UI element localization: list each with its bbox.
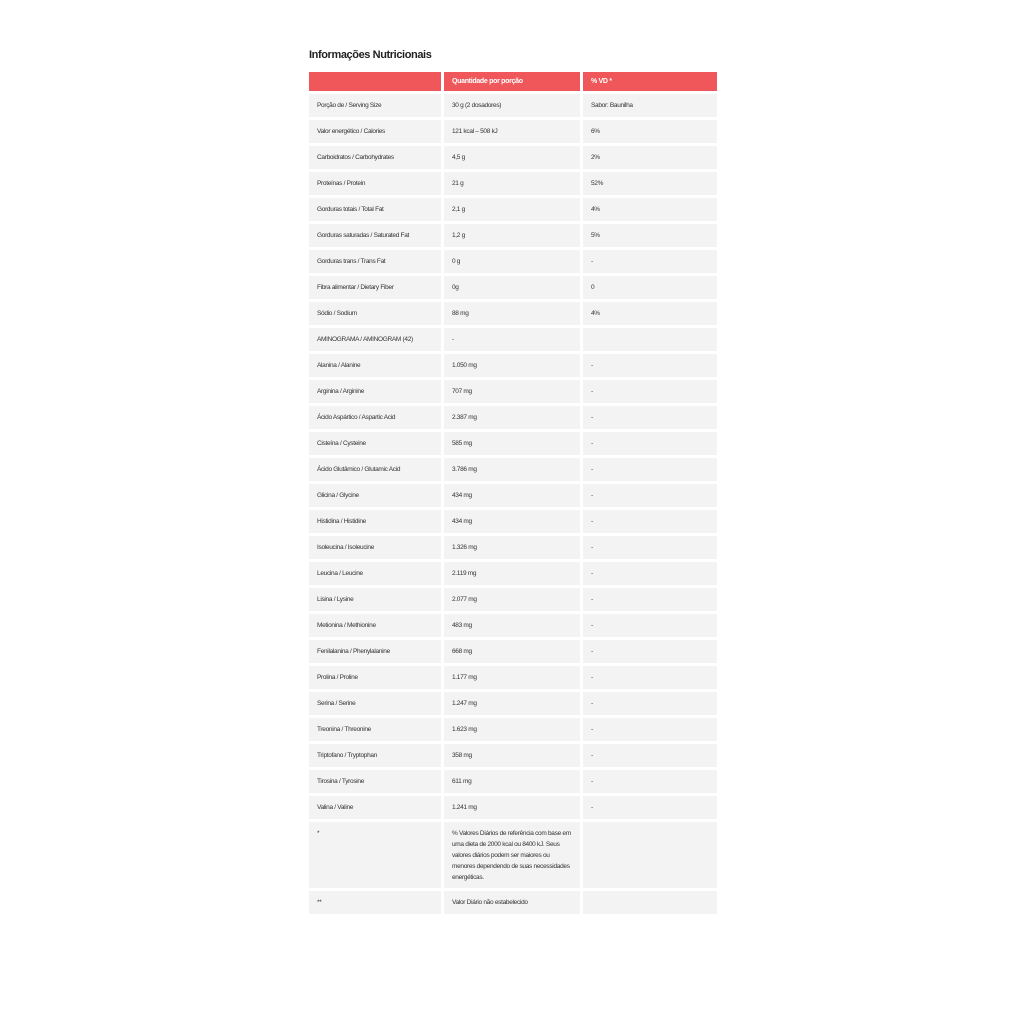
row-quantity-cell: 30 g (2 dosadores) [444, 94, 580, 117]
row-daily-value-cell: 0 [583, 276, 717, 299]
table-row [309, 796, 717, 819]
table-row [309, 380, 717, 403]
row-quantity-cell: 611 mg [444, 770, 580, 793]
table-row [309, 328, 717, 351]
table-row [309, 120, 717, 143]
table-row [309, 562, 717, 585]
table-row [309, 718, 717, 741]
nutrition-panel [309, 46, 717, 914]
row-daily-value-cell [583, 891, 717, 914]
row-label-cell: Ácido Aspártico / Aspartic Acid [309, 406, 441, 429]
row-quantity-cell: 2.119 mg [444, 562, 580, 585]
row-daily-value-cell: - [583, 250, 717, 273]
table-row [309, 94, 717, 117]
row-quantity-cell: 1.623 mg [444, 718, 580, 741]
row-daily-value-cell: - [583, 406, 717, 429]
row-quantity-cell: 88 mg [444, 302, 580, 325]
row-daily-value-cell: - [583, 640, 717, 663]
row-label-cell: Tirosina / Tyrosine [309, 770, 441, 793]
nutrition-table [306, 69, 720, 917]
row-label-cell: Leucina / Leucine [309, 562, 441, 585]
row-quantity-cell: 1,2 g [444, 224, 580, 247]
row-quantity-cell: 2.387 mg [444, 406, 580, 429]
row-daily-value-cell: - [583, 484, 717, 507]
row-quantity-cell: 1.241 mg [444, 796, 580, 819]
row-label-cell: Valina / Valine [309, 796, 441, 819]
table-row [309, 666, 717, 689]
row-label-cell: Fenilalanina / Phenylalanine [309, 640, 441, 663]
row-quantity-cell: 1.050 mg [444, 354, 580, 377]
table-row [309, 510, 717, 533]
row-quantity-cell: % Valores Diários de referência com base em uma dieta de 2000 kcal ou 8400 kJ. Seus valores diários podem ser maiores ou menores dependendo de suas necessidades energéticas. [444, 822, 580, 888]
row-quantity-cell: 358 mg [444, 744, 580, 767]
row-label-cell: Sódio / Sodium [309, 302, 441, 325]
row-daily-value-cell: - [583, 380, 717, 403]
row-label-cell: Isoleucina / Isoleucine [309, 536, 441, 559]
row-daily-value-cell: Sabor: Baunilha [583, 94, 717, 117]
row-label-cell: Gorduras trans / Trans Fat [309, 250, 441, 273]
row-label-cell: Porção de / Serving Size [309, 94, 441, 117]
row-quantity-cell: 121 kcal – 508 kJ [444, 120, 580, 143]
row-label-cell: Serina / Serine [309, 692, 441, 715]
row-quantity-cell: 2,1 g [444, 198, 580, 221]
row-daily-value-cell: - [583, 692, 717, 715]
row-daily-value-cell: 5% [583, 224, 717, 247]
row-daily-value-cell [583, 328, 717, 351]
table-row [309, 432, 717, 455]
row-quantity-cell: 585 mg [444, 432, 580, 455]
table-row [309, 692, 717, 715]
table-row [309, 198, 717, 221]
header-cell-label [309, 72, 441, 91]
row-quantity-cell: 0g [444, 276, 580, 299]
row-label-cell: Proteínas / Protein [309, 172, 441, 195]
row-label-cell: Metionina / Methionine [309, 614, 441, 637]
row-quantity-cell: 21 g [444, 172, 580, 195]
table-row [309, 276, 717, 299]
table-row [309, 146, 717, 169]
table-row [309, 172, 717, 195]
table-row [309, 614, 717, 637]
row-quantity-cell: 1.177 mg [444, 666, 580, 689]
table-row [309, 536, 717, 559]
row-daily-value-cell: - [583, 562, 717, 585]
row-label-cell: ** [309, 891, 441, 914]
row-daily-value-cell: - [583, 536, 717, 559]
row-daily-value-cell: 4% [583, 198, 717, 221]
row-quantity-cell: 668 mg [444, 640, 580, 663]
row-quantity-cell: 434 mg [444, 510, 580, 533]
row-quantity-cell: 1.247 mg [444, 692, 580, 715]
row-daily-value-cell: - [583, 666, 717, 689]
row-label-cell: * [309, 822, 441, 888]
row-quantity-cell: Valor Diário não estabelecido [444, 891, 580, 914]
row-daily-value-cell: - [583, 588, 717, 611]
table-body [309, 94, 717, 914]
row-daily-value-cell: - [583, 770, 717, 793]
row-quantity-cell: - [444, 328, 580, 351]
row-label-cell: Prolina / Proline [309, 666, 441, 689]
table-row [309, 302, 717, 325]
row-quantity-cell: 1.326 mg [444, 536, 580, 559]
row-daily-value-cell: - [583, 718, 717, 741]
table-row [309, 484, 717, 507]
row-quantity-cell: 434 mg [444, 484, 580, 507]
table-row [309, 770, 717, 793]
row-label-cell: Arginina / Arginine [309, 380, 441, 403]
row-daily-value-cell: - [583, 432, 717, 455]
row-label-cell: Glicina / Glycine [309, 484, 441, 507]
row-label-cell: Ácido Glutâmico / Glutamic Acid [309, 458, 441, 481]
row-label-cell: Triptofano / Tryptophan [309, 744, 441, 767]
table-row [309, 250, 717, 273]
row-daily-value-cell: 2% [583, 146, 717, 169]
row-quantity-cell: 4,5 g [444, 146, 580, 169]
row-quantity-cell: 483 mg [444, 614, 580, 637]
table-row [309, 588, 717, 611]
row-label-cell: Treonina / Threonine [309, 718, 441, 741]
table-header-row [309, 72, 717, 91]
table-row [309, 891, 717, 914]
row-quantity-cell: 707 mg [444, 380, 580, 403]
table-row [309, 354, 717, 377]
row-daily-value-cell: 4% [583, 302, 717, 325]
header-cell-quantity: Quantidade por porção [444, 72, 580, 91]
row-label-cell: Alanina / Alanine [309, 354, 441, 377]
row-label-cell: Lisina / Lysine [309, 588, 441, 611]
table-row [309, 640, 717, 663]
table-row [309, 406, 717, 429]
table-row [309, 458, 717, 481]
row-daily-value-cell: - [583, 614, 717, 637]
table-row [309, 822, 717, 888]
row-daily-value-cell: 6% [583, 120, 717, 143]
row-daily-value-cell: - [583, 354, 717, 377]
row-quantity-cell: 0 g [444, 250, 580, 273]
header-cell-daily-value: % VD * [583, 72, 717, 91]
row-label-cell: Carboidratos / Carbohydrates [309, 146, 441, 169]
row-daily-value-cell: 52% [583, 172, 717, 195]
row-label-cell: Gorduras totais / Total Fat [309, 198, 441, 221]
row-daily-value-cell [583, 822, 717, 888]
row-label-cell: Cisteína / Cysteine [309, 432, 441, 455]
page-title: Informações Nutricionais [309, 49, 432, 61]
row-daily-value-cell: - [583, 796, 717, 819]
row-label-cell: AMINOGRAMA / AMINOGRAM (42) [309, 328, 441, 351]
row-quantity-cell: 3.786 mg [444, 458, 580, 481]
row-quantity-cell: 2.077 mg [444, 588, 580, 611]
row-daily-value-cell: - [583, 744, 717, 767]
row-label-cell: Histidina / Histidine [309, 510, 441, 533]
row-label-cell: Valor energético / Calories [309, 120, 441, 143]
row-label-cell: Fibra alimentar / Dietary Fiber [309, 276, 441, 299]
row-label-cell: Gorduras saturadas / Saturated Fat [309, 224, 441, 247]
row-daily-value-cell: - [583, 458, 717, 481]
table-row [309, 744, 717, 767]
row-daily-value-cell: - [583, 510, 717, 533]
table-row [309, 224, 717, 247]
